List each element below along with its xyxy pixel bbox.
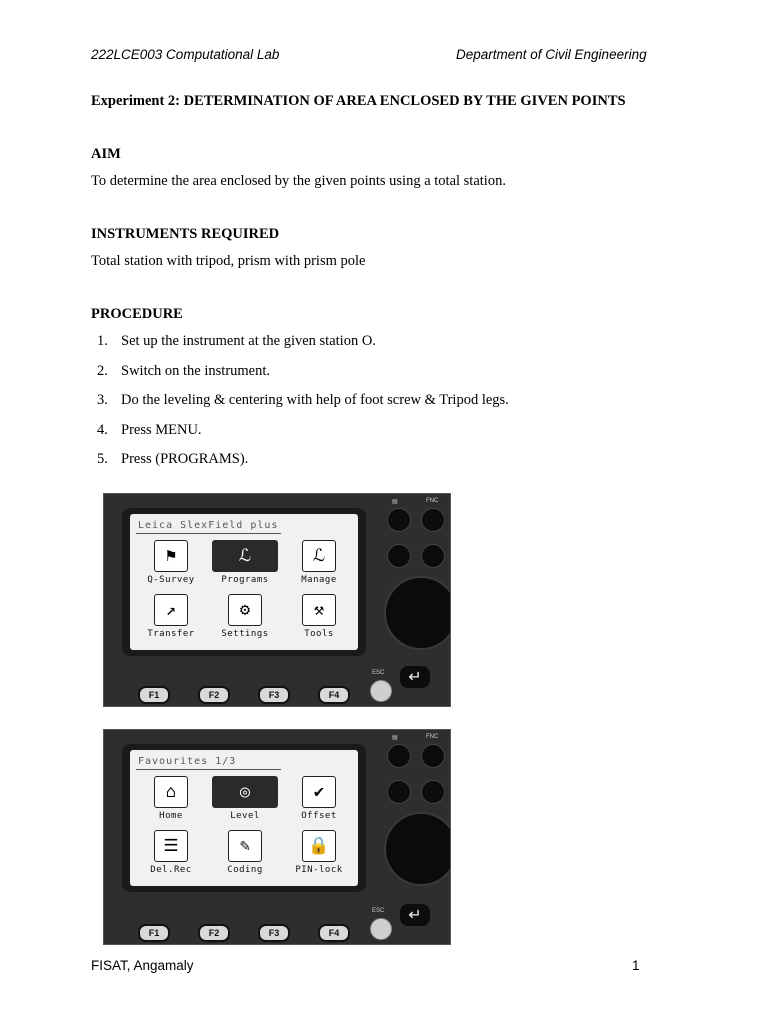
lcd-screen: [130, 514, 358, 650]
user-1-button[interactable]: [387, 780, 411, 804]
navigation-pad[interactable]: [384, 576, 451, 650]
aim-text: To determine the area enclosed by the given points using a total station.: [91, 173, 506, 189]
menu-tile-q-survey[interactable]: [138, 540, 204, 590]
fnc-label: FNC: [426, 498, 439, 504]
menu-tile-settings[interactable]: [212, 594, 278, 644]
screen-title: Leica SlexField plus: [138, 520, 279, 531]
f3-key[interactable]: F3: [258, 686, 290, 704]
tile-label: Settings: [221, 629, 269, 639]
step-text: Set up the instrument at the given station O.: [121, 333, 376, 349]
fav-tile-offset[interactable]: [286, 776, 352, 826]
delete-record-icon: ☰: [154, 830, 188, 862]
tile-label: Home: [159, 811, 183, 821]
step-number: 5.: [97, 451, 108, 467]
instruments-heading: INSTRUMENTS REQUIRED: [91, 226, 280, 242]
step-number: 1.: [97, 333, 108, 349]
transfer-icon: ↗: [154, 594, 188, 626]
manage-icon: ℒ: [302, 540, 336, 572]
fav-tile-pin-lock[interactable]: [286, 830, 352, 880]
navigation-pad[interactable]: [384, 812, 451, 886]
screen-title: Favourites 1/3: [138, 756, 237, 767]
step-number: 2.: [97, 363, 108, 379]
tile-label: Coding: [227, 865, 263, 875]
header-left: 222LCE003 Computational Lab: [91, 47, 280, 62]
page-number: 1: [632, 958, 640, 973]
enter-button[interactable]: ↵: [400, 666, 430, 688]
fnc-label: FNC: [426, 734, 439, 740]
experiment-title: Experiment 2: DETERMINATION OF AREA ENCLOSED BY THE GIVEN POINTS: [91, 93, 626, 109]
title-underline: [136, 533, 281, 534]
user-2-button[interactable]: [421, 544, 445, 568]
tile-label: Offset: [301, 811, 337, 821]
menu-tile-tools[interactable]: [286, 594, 352, 644]
procedure-step: [97, 392, 509, 409]
footer-institution: FISAT, Angamaly: [91, 958, 194, 973]
pin-lock-icon: 🔒: [302, 830, 336, 862]
f4-key[interactable]: F4: [318, 924, 350, 942]
step-number: 4.: [97, 422, 108, 438]
procedure-step: [97, 422, 202, 439]
procedure-step: [97, 333, 376, 350]
esc-button[interactable]: [370, 680, 392, 702]
title-underline: [136, 769, 281, 770]
fav-tile-level[interactable]: [212, 776, 278, 826]
step-text: Press (PROGRAMS).: [121, 451, 249, 467]
esc-label: ESC: [372, 670, 385, 676]
header-right: Department of Civil Engineering: [456, 47, 647, 62]
procedure-step: [97, 451, 248, 468]
page-icon: ▤: [392, 499, 398, 505]
esc-button[interactable]: [370, 918, 392, 940]
step-text: Press MENU.: [121, 422, 202, 438]
tools-icon: ⚒: [302, 594, 336, 626]
f4-key[interactable]: F4: [318, 686, 350, 704]
menu-tile-programs[interactable]: [212, 540, 278, 590]
hotkey-1-button[interactable]: [387, 508, 411, 532]
fav-tile-home[interactable]: [138, 776, 204, 826]
f1-key[interactable]: F1: [138, 924, 170, 942]
tile-label: PIN-lock: [295, 865, 343, 875]
coding-icon: ✎: [228, 830, 262, 862]
enter-button[interactable]: ↵: [400, 904, 430, 926]
fnc-button[interactable]: [421, 744, 445, 768]
aim-heading: AIM: [91, 146, 121, 162]
programs-icon: ℒ: [212, 540, 278, 572]
user-1-button[interactable]: [387, 544, 411, 568]
step-text: Switch on the instrument.: [121, 363, 271, 379]
tile-label: Q-Survey: [147, 575, 195, 585]
device-photo-favourites: [103, 729, 451, 945]
level-target-icon: ◎: [212, 776, 278, 808]
hotkey-1-button[interactable]: [387, 744, 411, 768]
lcd-screen: [130, 750, 358, 886]
device-photo-main-menu: [103, 493, 451, 707]
esc-label: ESC: [372, 908, 385, 914]
user-2-button[interactable]: [421, 780, 445, 804]
procedure-step: [97, 363, 270, 380]
f2-key[interactable]: F2: [198, 924, 230, 942]
offset-icon: ✔: [302, 776, 336, 808]
tile-label: Level: [230, 811, 260, 821]
f1-key[interactable]: F1: [138, 686, 170, 704]
step-text: Do the leveling & centering with help of foot screw & Tripod legs.: [121, 392, 509, 408]
fav-tile-del-rec[interactable]: [138, 830, 204, 880]
tile-label: Manage: [301, 575, 337, 585]
settings-gear-icon: ⚙: [228, 594, 262, 626]
tile-label: Del.Rec: [150, 865, 192, 875]
tile-label: Tools: [304, 629, 334, 639]
survey-icon: ⚑: [154, 540, 188, 572]
procedure-heading: PROCEDURE: [91, 306, 183, 322]
fav-tile-coding[interactable]: [212, 830, 278, 880]
tile-label: Transfer: [147, 629, 195, 639]
fnc-button[interactable]: [421, 508, 445, 532]
tile-label: Programs: [221, 575, 269, 585]
instruments-text: Total station with tripod, prism with prism pole: [91, 253, 366, 269]
step-number: 3.: [97, 392, 108, 408]
f3-key[interactable]: F3: [258, 924, 290, 942]
home-icon: ⌂: [154, 776, 188, 808]
menu-tile-transfer[interactable]: [138, 594, 204, 644]
page-icon: ▤: [392, 735, 398, 741]
f2-key[interactable]: F2: [198, 686, 230, 704]
menu-tile-manage[interactable]: [286, 540, 352, 590]
